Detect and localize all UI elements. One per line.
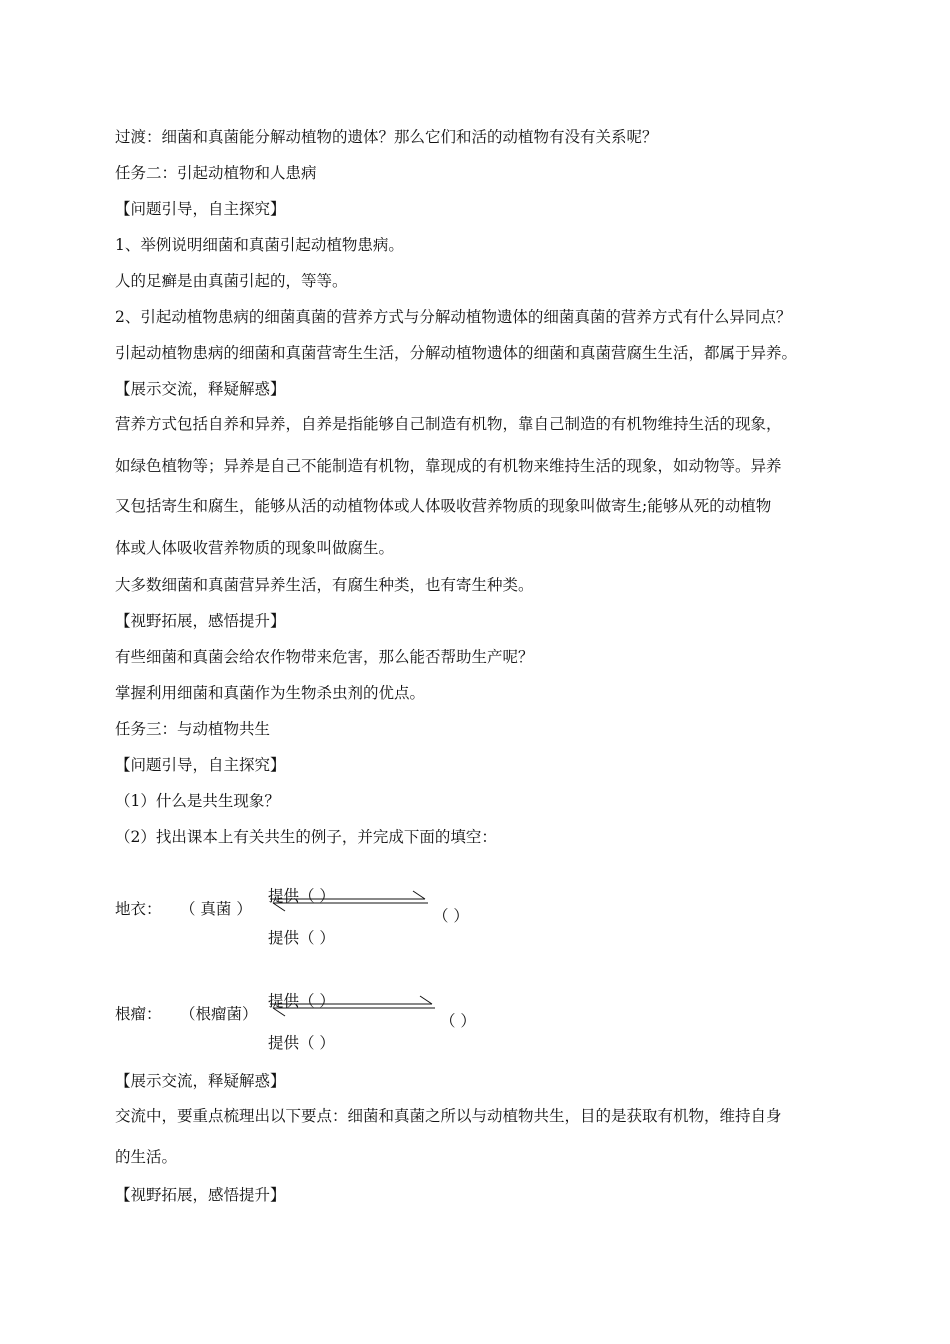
section-heading-exchange: 【展示交流，释疑解惑】 (115, 1072, 286, 1090)
task-three-heading: 任务三：与动植物共生 (115, 720, 271, 738)
paragraph-line: 的生活。 (115, 1148, 178, 1166)
rhizobia-label: （根瘤菌） (180, 1005, 258, 1023)
question-2: 2、引起动植物患病的细菌真菌的营养方式与分解动植物遗体的细菌真菌的营养方式有什么异同点？ (115, 308, 792, 326)
partner-blank: （ ） (433, 907, 469, 925)
answer-1: 人的足癣是由真菌引起的，等等。 (115, 272, 348, 290)
provide-top: 提供（ ） (268, 992, 335, 1010)
answer-2: 引起动植物患病的细菌和真菌营寄生生活，分解动植物遗体的细菌和真菌营腐生生活，都属于异养。 (115, 344, 798, 362)
paragraph-line: 交流中，要重点梳理出以下要点：细菌和真菌之所以与动植物共生，目的是获取有机物，维持自身 (115, 1107, 782, 1125)
task-two-heading: 任务二：引起动植物和人患病 (115, 164, 317, 182)
provide-bottom: 提供（ ） (268, 929, 335, 947)
section-heading-inquiry: 【问题引导，自主探究】 (115, 200, 286, 218)
answer-text: 掌握利用细菌和真菌作为生物杀虫剂的优点。 (115, 684, 426, 702)
lichen-label: 地衣： (115, 900, 162, 918)
section-heading-extension: 【视野拓展，感悟提升】 (115, 612, 286, 630)
fungus-label: （ 真菌 ） (180, 900, 252, 918)
question-text: 有些细菌和真菌会给农作物带来危害，那么能否帮助生产呢？ (115, 648, 534, 666)
paragraph-line: 又包括寄生和腐生，能够从活的动植物体或人体吸收营养物质的现象叫做寄生;能够从死的动植物 (115, 497, 772, 515)
summary-text: 大多数细菌和真菌营异养生活，有腐生种类，也有寄生种类。 (115, 576, 534, 594)
section-heading-exchange: 【展示交流，释疑解惑】 (115, 380, 286, 398)
paragraph-line: 如绿色植物等；异养是自己不能制造有机物，靠现成的有机物来维持生活的现象，如动物等。异养 (115, 457, 782, 475)
provide-top: 提供（ ） (268, 887, 335, 905)
section-heading-extension: 【视野拓展，感悟提升】 (115, 1186, 286, 1204)
paragraph-line: 体或人体吸收营养物质的现象叫做腐生。 (115, 539, 395, 557)
provide-bottom: 提供（ ） (268, 1034, 335, 1052)
root-nodule-label: 根瘤： (115, 1005, 162, 1023)
question-1: 1、举例说明细菌和真菌引起动植物患病。 (115, 236, 404, 254)
question-examples: （2）找出课本上有关共生的例子，并完成下面的填空： (115, 828, 497, 846)
question-symbiosis: （1）什么是共生现象？ (115, 792, 280, 810)
section-heading-inquiry: 【问题引导，自主探究】 (115, 756, 286, 774)
paragraph-line: 营养方式包括自养和异养，自养是指能够自己制造有机物，靠自己制造的有机物维持生活的现象， (115, 415, 782, 433)
transition-text: 过渡：细菌和真菌能分解动植物的遗体？那么它们和活的动植物有没有关系呢？ (115, 128, 658, 146)
partner-blank: （ ） (440, 1012, 476, 1030)
